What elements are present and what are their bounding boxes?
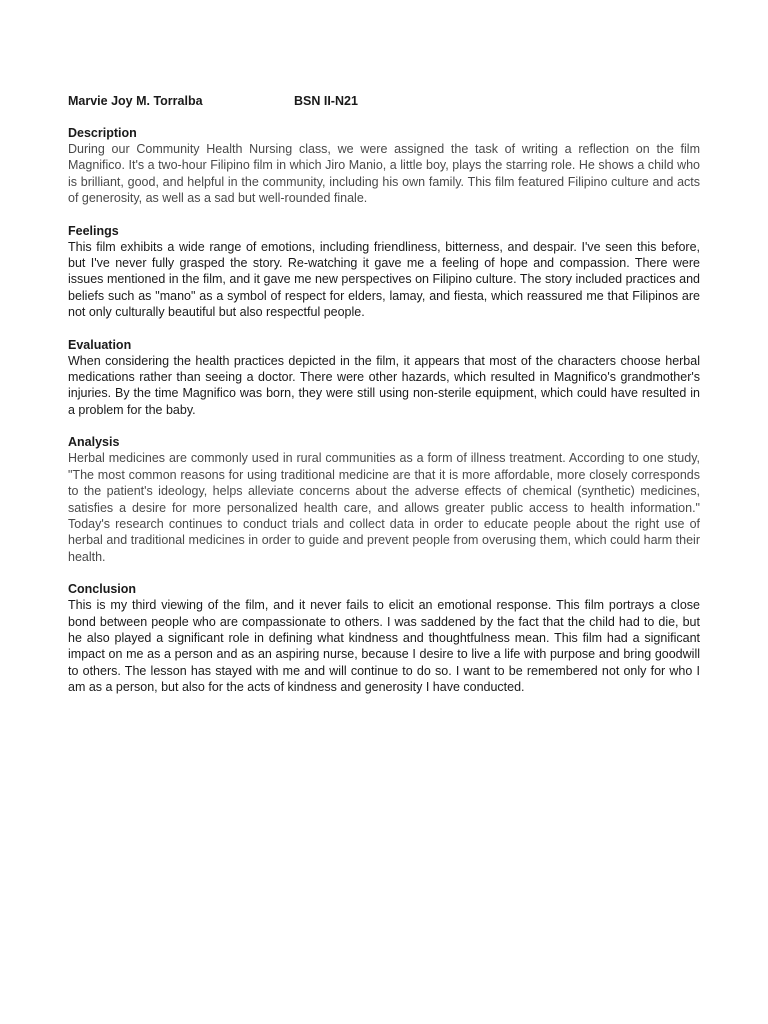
section-feelings bbox=[68, 223, 700, 321]
section-paragraph: This is my third viewing of the film, and it never fails to elicit an emotional response. This film portrays a close bond between people who are compassionate to others. I was saddened by the fact that the child had to die, but he also played a significant role in defining what kindness and thoughtfulness mean. This film had a significant impact on me as a person and as an aspiring nurse, because I desire to live a life with purpose and bring goodwill to others. The lesson has stayed with me and will continue to do so. I want to be remembered not only for who I am as a person, but also for the acts of kindness and generosity I have conducted. bbox=[68, 598, 700, 695]
section-conclusion bbox=[68, 581, 700, 695]
class-section: BSN II-N21 bbox=[294, 94, 358, 108]
section-description bbox=[68, 125, 700, 207]
section-evaluation bbox=[68, 337, 700, 419]
section-paragraph: This film exhibits a wide range of emotions, including friendliness, bitterness, and despair. I've seen this before, but I've never fully grasped the story. Re-watching it gave me a feeling of hope and compassion. There were issues mentioned in the film, and it gave me new perspectives on Filipino culture. The story included practices and beliefs such as "mano" as a symbol of respect for elders, lamay, and fiesta, which reassured me that Filipinos are not only culturally beautiful but also respectful people. bbox=[68, 239, 700, 320]
section-paragraph: During our Community Health Nursing class, we were assigned the task of writing a reflection on the film Magnifico. It's a two-hour Filipino film in which Jiro Manio, a little boy, plays the starring role. He shows a child who is brilliant, good, and helpful in the community, including his own family. This film featured Filipino culture and acts of generosity, as well as a sad but well-rounded finale. bbox=[68, 142, 700, 206]
section-heading: Feelings bbox=[68, 223, 119, 238]
section-heading: Analysis bbox=[68, 435, 120, 450]
document-page bbox=[68, 93, 700, 712]
document-header bbox=[68, 93, 700, 109]
author-name: Marvie Joy M. Torralba bbox=[68, 94, 203, 108]
section-paragraph: When considering the health practices depicted in the film, it appears that most of the characters choose herbal medications rather than seeing a doctor. There were other hazards, which resulted in Magnifico's grandmother's injuries. By the time Magnifico was born, they were still using non-sterile equipment, which could have resulted in a problem for the baby. bbox=[68, 353, 700, 417]
section-heading: Description bbox=[68, 126, 137, 140]
section-paragraph: Herbal medicines are commonly used in rural communities as a form of illness treatment. According to one study, "The most common reasons for using traditional medicine are that it is more affordable, more closely corresponds to the patient's ideology, helps alleviate concerns about the adverse effects of chemical (synthetic) medicines, satisfies a desire for more personalized health care, and allows greater public access to health information." Today's research continues to conduct trials and collect data in order to educate people about the right use of herbal and traditional medicines in order to guide and prevent people from overusing them, which could harm their health. bbox=[68, 451, 700, 564]
section-heading: Evaluation bbox=[68, 337, 132, 352]
section-analysis bbox=[68, 434, 700, 565]
section-heading: Conclusion bbox=[68, 582, 137, 597]
